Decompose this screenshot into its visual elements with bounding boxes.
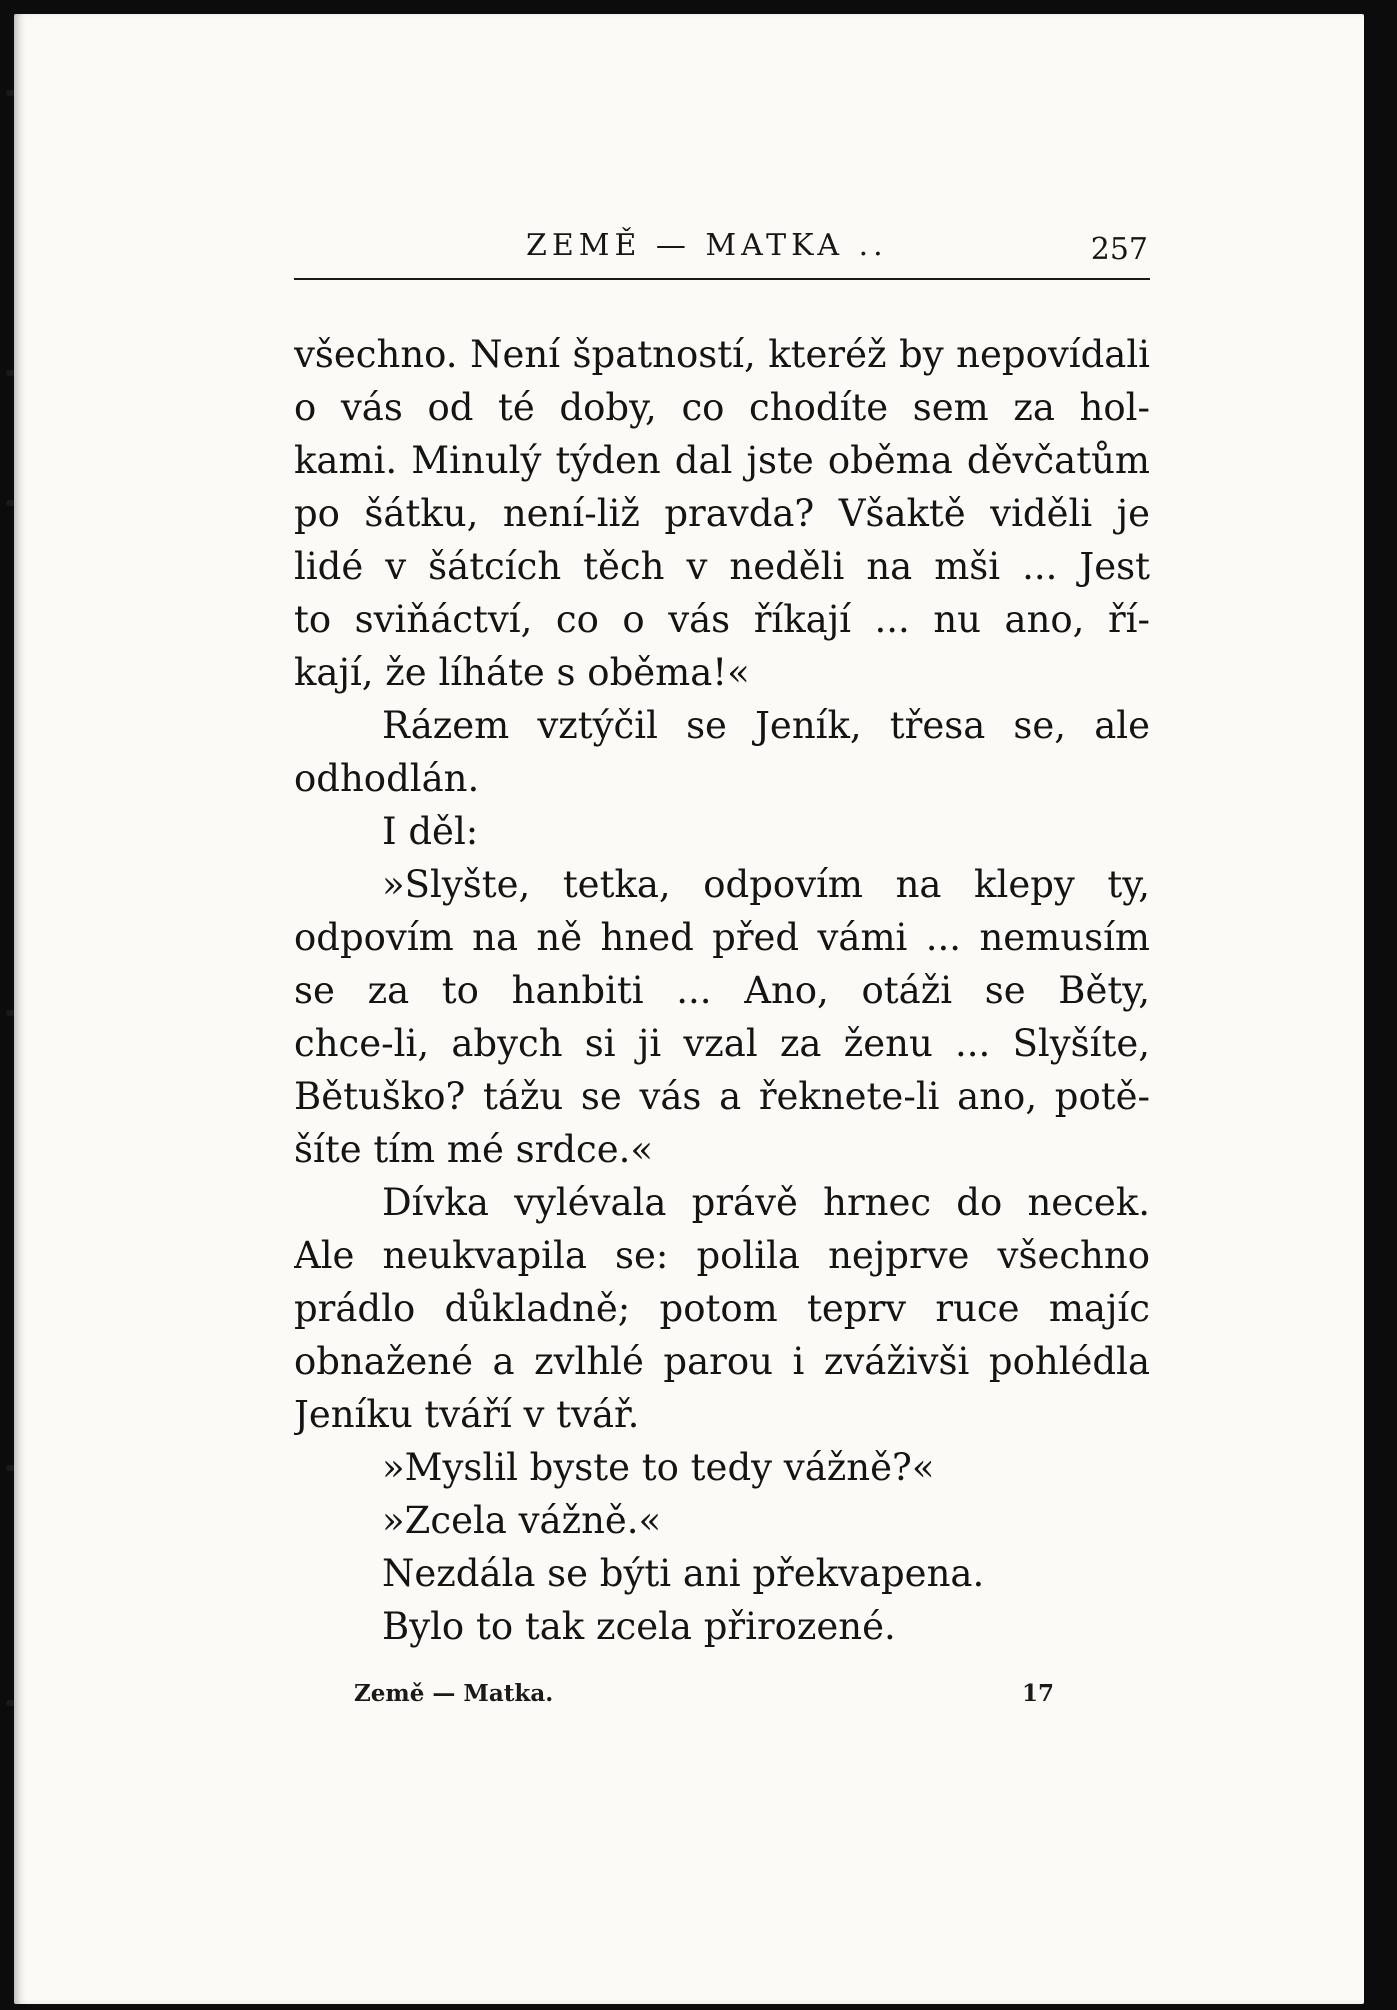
- text-line: Rázem vztýčil se Jeník, třesa se, ale: [382, 704, 1150, 747]
- text-line: Jeníku tváří v tvář.: [294, 1393, 640, 1436]
- text-line: »Slyšte, tetka, odpovím na klepy ty,: [382, 863, 1150, 906]
- text-line: odhodlán.: [294, 757, 480, 800]
- text-line: po šátku, není-liž pravda? Všaktě viděli je: [294, 492, 1150, 535]
- signature-footer: [354, 1680, 1054, 1720]
- text-line: Bětuško? tážu se vás a řeknete-li ano, potě-: [294, 1075, 1150, 1118]
- running-title: ZEMĚ — MATKA ..: [526, 228, 888, 263]
- text-line: kami. Minulý týden dal jste oběma děvčatům: [294, 439, 1150, 482]
- text-line: všechno. Není špatností, kteréž by nepovídali: [294, 333, 1150, 376]
- body-text: [294, 328, 1150, 1653]
- text-line: Ale neukvapila se: polila nejprve všechno: [294, 1234, 1150, 1277]
- text-line: šíte tím mé srdce.«: [294, 1128, 654, 1171]
- text-line: kají, že líháte s oběma!«: [294, 651, 750, 694]
- signature-number: 17: [1021, 1680, 1054, 1707]
- page-number: 257: [1090, 232, 1148, 267]
- text-line: Bylo to tak zcela přirozené.: [382, 1605, 896, 1648]
- text-line: odpovím na ně hned před vámi ... nemusím: [294, 916, 1150, 959]
- text-line: I děl:: [382, 810, 479, 853]
- text-line: »Zcela vážně.«: [382, 1499, 662, 1542]
- signature-title: Země — Matka.: [354, 1680, 554, 1707]
- text-line: obnažené a zvlhlé parou i zváživši pohlédla: [294, 1340, 1150, 1383]
- text-line: prádlo důkladně; potom teprv ruce majíc: [294, 1287, 1150, 1330]
- text-line: »Myslil byste to tedy vážně?«: [382, 1446, 935, 1489]
- running-head: [294, 218, 1150, 280]
- text-line: Dívka vylévala právě hrnec do necek.: [382, 1181, 1150, 1224]
- text-line: lidé v šátcích těch v neděli na mši ... Jest: [294, 545, 1150, 588]
- text-line: o vás od té doby, co chodíte sem za hol-: [294, 386, 1150, 429]
- text-line: to sviňáctví, co o vás říkají ... nu ano, ří-: [294, 598, 1150, 641]
- text-line: Nezdála se býti ani překvapena.: [382, 1552, 985, 1595]
- text-line: se za to hanbiti ... Ano, otáži se Běty,: [294, 969, 1150, 1012]
- book-page: [294, 0, 1150, 2010]
- text-line: chce-li, abych si ji vzal za ženu ... Slyšíte,: [294, 1022, 1150, 1065]
